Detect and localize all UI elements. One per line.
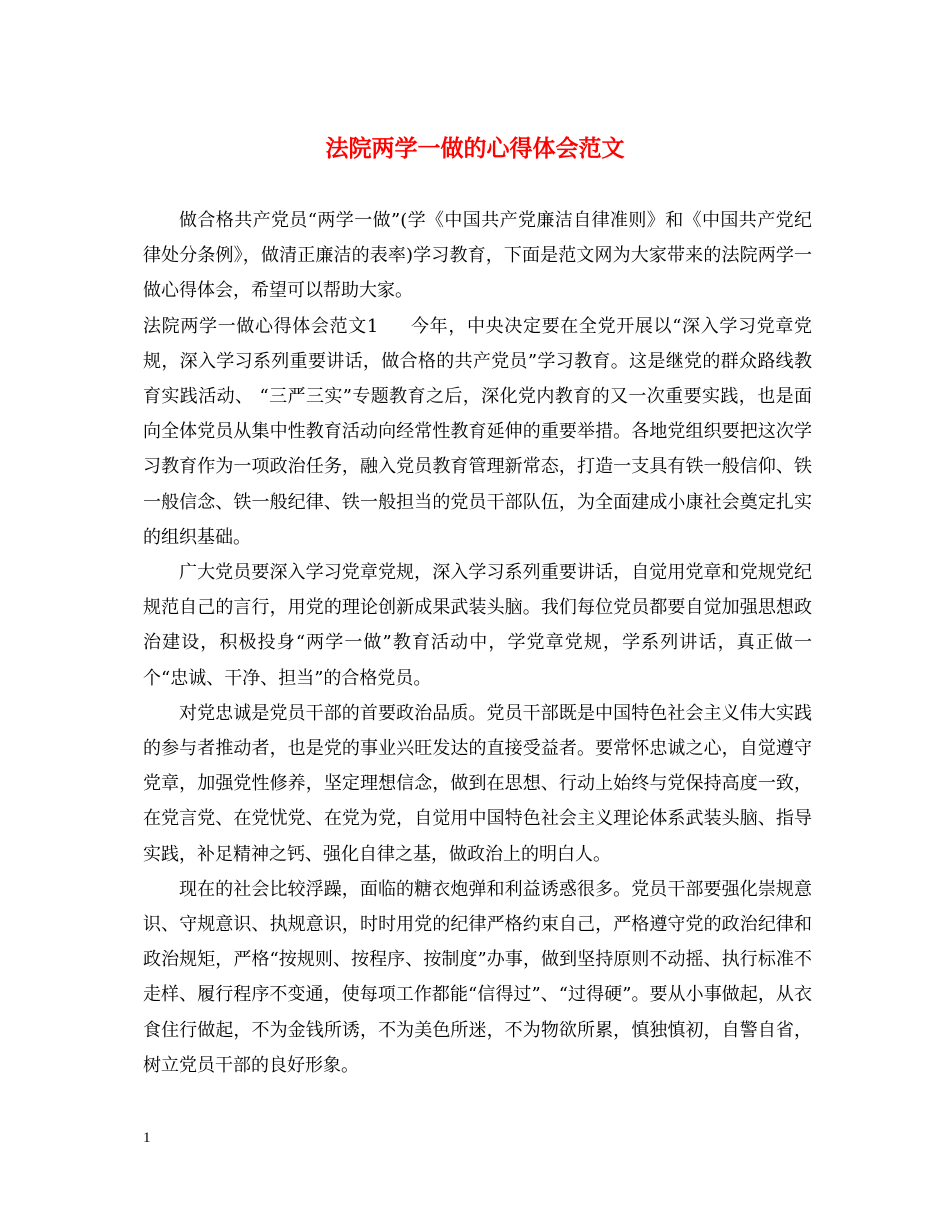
document-body xyxy=(143,203,812,1083)
section-heading: 法院两学一做心得体会范文1 xyxy=(143,315,379,337)
paragraph-1-text: 今年，中央决定要在全党开展以“深入学习党章党规，深入学习系列重要讲话，做合格的共产党员”学习教育。这是继党的群众路线教育实践活动、 “三严三实”专题教育之后，深化党内教育的又一次重要实践，也是面向全体党员从集中性教育活动向经常性教育延伸的重要举措。各地党组织要把这次学习教育作为一项政治任务，融入党员教育管理新常态，打造一支具有铁一般信仰、铁一般信念、铁一般纪律、铁一般担当的党员干部队伍，为全面建成小康社会奠定扎实的组织基础。 xyxy=(143,315,813,548)
section-paragraph-1 xyxy=(143,309,812,555)
document-title: 法院两学一做的心得体会范文 xyxy=(325,135,625,162)
paragraph-2: 广大党员要深入学习党章党规，深入学习系列重要讲话，自觉用党章和党规党纪规范自己的言行，用党的理论创新成果武装头脑。我们每位党员都要自觉加强思想政治建设，积极投身“两学一做”教育活动中，学党章党规，学系列讲话，真正做一个“忠诚、干净、担当”的合格党员。 xyxy=(143,562,812,689)
page-number: 1 xyxy=(143,1130,151,1146)
paragraph-4: 现在的社会比较浮躁，面临的糖衣炮弹和利益诱惑很多。党员干部要强化崇规意识、守规意识、执规意识，时时用党的纪律严格约束自己，严格遵守党的政治纪律和政治规矩，严格“按规则、按程序、按制度”办事，做到坚持原则不动摇、执行标准不走样、履行程序不变通，使每项工作都能“信得过”、“过得硬”。要从小事做起，从衣食住行做起，不为金钱所诱，不为美色所迷，不为物欲所累，慎独慎初，自警自省，树立党员干部的良好形象。 xyxy=(143,878,812,1076)
intro-paragraph: 做合格共产党员“两学一做”(学《中国共产党廉洁自律准则》和《中国共产党纪律处分条例》，做清正廉洁的表率)学习教育，下面是范文网为大家带来的法院两学一做心得体会，希望可以帮助大家。 xyxy=(143,210,812,302)
paragraph-3: 对党忠诚是党员干部的首要政治品质。党员干部既是中国特色社会主义伟大实践的参与者推动者，也是党的事业兴旺发达的直接受益者。要常怀忠诚之心，自觉遵守党章，加强党性修养，坚定理想信念，做到在思想、行动上始终与党保持高度一致，在党言党、在党忧党、在党为党，自觉用中国特色社会主义理论体系武装头脑、指导实践，补足精神之钙、强化自律之基，做政治上的明白人。 xyxy=(143,702,812,865)
